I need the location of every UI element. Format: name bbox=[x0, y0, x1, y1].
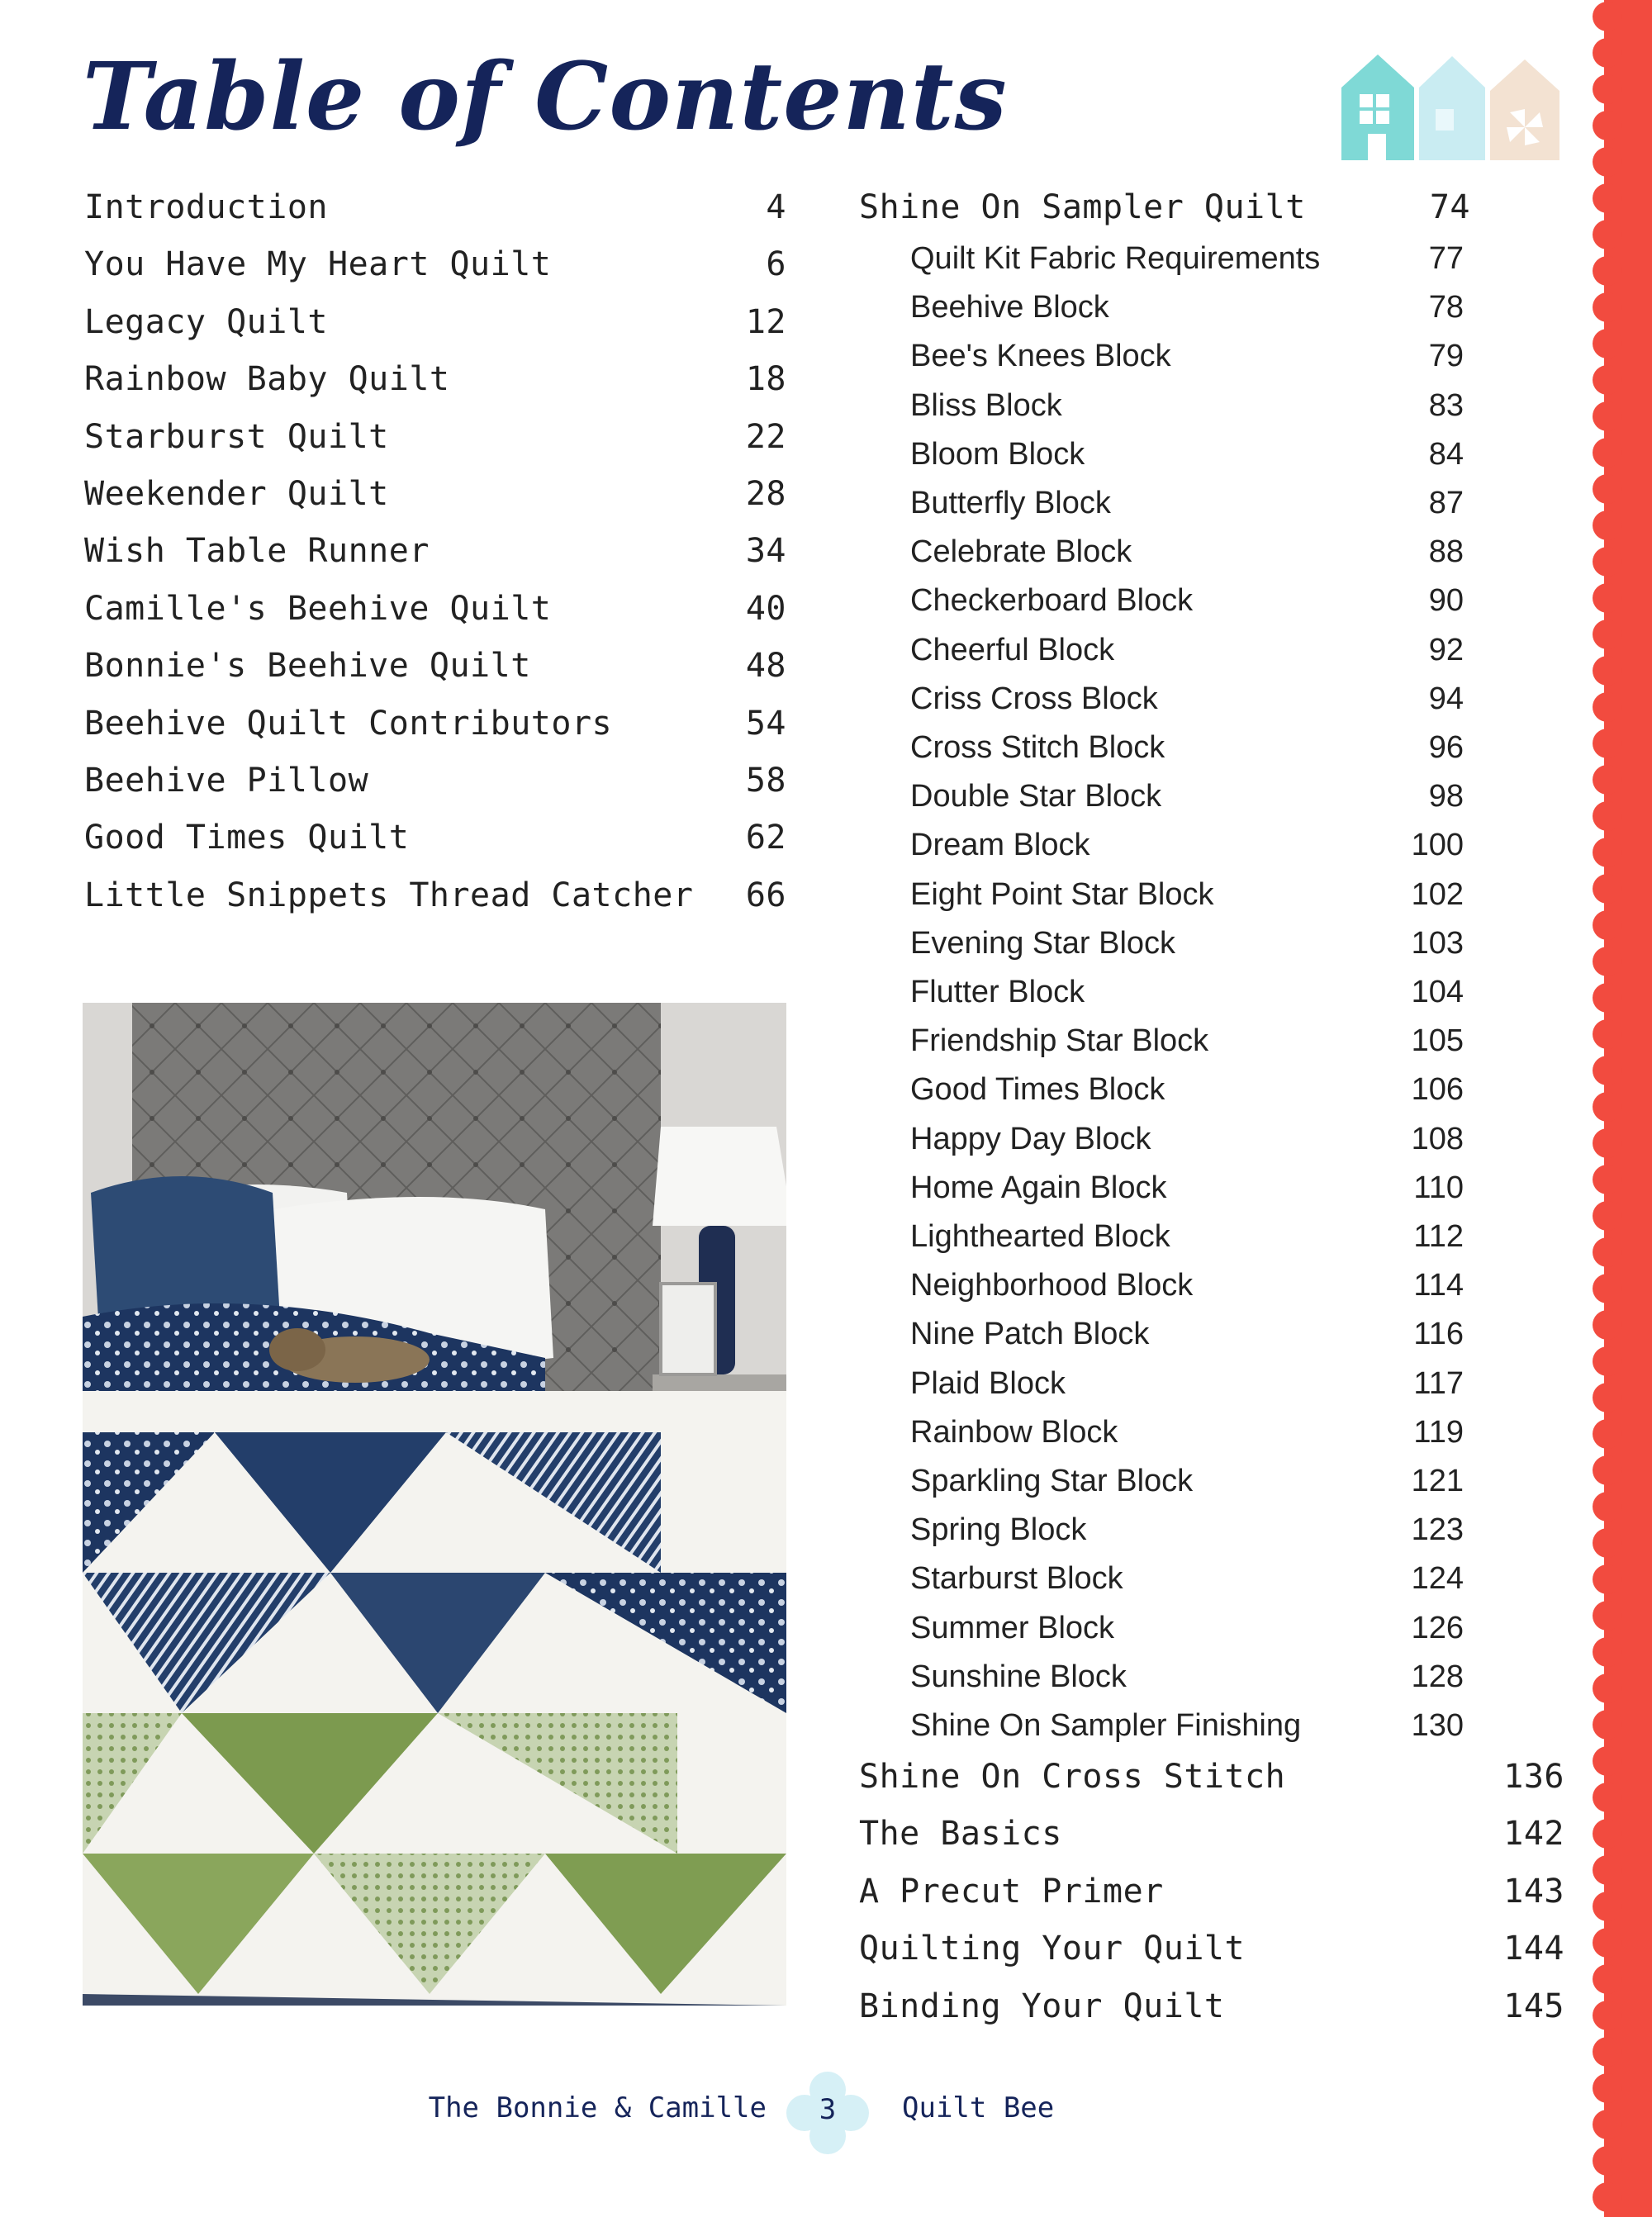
list-item bbox=[84, 762, 786, 808]
list-item bbox=[910, 1268, 1464, 1303]
list-item bbox=[84, 590, 786, 636]
toc-entry-page: 83 bbox=[1428, 387, 1464, 423]
toc-entry-page: 105 bbox=[1411, 1023, 1464, 1059]
toc-entry-label: Bee's Knees Block bbox=[910, 339, 1171, 374]
list-item bbox=[910, 1023, 1464, 1059]
toc-entry-page: 84 bbox=[1428, 436, 1464, 472]
list-item bbox=[84, 532, 786, 578]
toc-entry-label: Weekender Quilt bbox=[84, 475, 389, 513]
toc-entry-label: Quilting Your Quilt bbox=[859, 1930, 1246, 1968]
list-item bbox=[84, 303, 786, 349]
list-item bbox=[910, 241, 1464, 277]
list-item bbox=[859, 1873, 1564, 1911]
toc-entry-label: Lighthearted Block bbox=[910, 1219, 1170, 1254]
toc-entry-label: Butterfly Block bbox=[910, 486, 1111, 520]
page-footer bbox=[0, 2082, 1593, 2139]
toc-entry-label: Bonnie's Beehive Quilt bbox=[84, 647, 531, 686]
toc-entry-page: 119 bbox=[1413, 1414, 1464, 1450]
list-item bbox=[859, 1815, 1564, 1853]
list-item bbox=[910, 583, 1464, 619]
toc-entry-label: Dream Block bbox=[910, 828, 1090, 863]
toc-entry-page: 12 bbox=[745, 302, 786, 341]
toc-entry-label: Eight Point Star Block bbox=[910, 876, 1214, 912]
list-item bbox=[910, 779, 1464, 814]
list-item bbox=[910, 1170, 1464, 1206]
toc-entry-label: Spring Block bbox=[910, 1512, 1087, 1548]
toc-entry-label: Starburst Block bbox=[910, 1561, 1123, 1597]
toc-entry-page: 98 bbox=[1428, 779, 1464, 814]
toc-entry-page: 117 bbox=[1413, 1365, 1464, 1401]
toc-entry-label: Flutter Block bbox=[910, 975, 1085, 1009]
list-item bbox=[910, 1659, 1464, 1695]
toc-entry-page: 136 bbox=[1503, 1758, 1564, 1796]
toc-entry-label: Cross Stitch Block bbox=[910, 730, 1165, 765]
toc-entry-label: Evening Star Block bbox=[910, 925, 1176, 961]
toc-entry-label: Rainbow Baby Quilt bbox=[84, 360, 450, 399]
list-item bbox=[859, 1758, 1564, 1796]
list-item bbox=[910, 1561, 1464, 1597]
toc-entry-label: Summer Block bbox=[910, 1610, 1115, 1645]
toc-entry-page: 92 bbox=[1428, 632, 1464, 667]
toc-entry-page: 87 bbox=[1428, 486, 1464, 520]
list-item bbox=[910, 730, 1464, 766]
toc-entry-page: 144 bbox=[1503, 1930, 1564, 1968]
list-item bbox=[910, 1317, 1464, 1352]
toc-entry-label: Binding Your Quilt bbox=[859, 1987, 1225, 2025]
toc-entry-page: 6 bbox=[766, 245, 786, 284]
list-item bbox=[910, 926, 1464, 961]
list-item bbox=[84, 647, 786, 693]
list-item bbox=[910, 1611, 1464, 1646]
list-item bbox=[910, 388, 1464, 424]
toc-entry-page: 123 bbox=[1411, 1512, 1464, 1548]
toc-entry-label: The Basics bbox=[859, 1815, 1062, 1854]
toc-entry-label: Wish Table Runner bbox=[84, 532, 430, 571]
toc-entry-label: Bloom Block bbox=[910, 436, 1085, 472]
toc-entry-page: 77 bbox=[1428, 241, 1464, 276]
list-item bbox=[84, 245, 786, 292]
toc-entry-label: Checkerboard Block bbox=[910, 583, 1194, 619]
list-item bbox=[910, 486, 1464, 521]
toc-entry-label: Legacy Quilt bbox=[84, 302, 328, 341]
list-item bbox=[859, 1930, 1564, 1968]
toc-entry-page: 90 bbox=[1428, 583, 1464, 619]
list-item bbox=[910, 1122, 1464, 1157]
footer-book-title-left: The Bonnie & Camille bbox=[428, 2091, 767, 2124]
toc-entry-label: Double Star Block bbox=[910, 779, 1162, 814]
list-item bbox=[84, 876, 786, 923]
toc-entry-label: Beehive Block bbox=[910, 290, 1109, 325]
toc-entry-label: Bliss Block bbox=[910, 387, 1062, 423]
list-item bbox=[84, 705, 786, 751]
list-item bbox=[910, 633, 1464, 668]
toc-entry-page: 121 bbox=[1411, 1464, 1464, 1498]
list-item bbox=[910, 877, 1464, 913]
toc-entry-page: 54 bbox=[745, 704, 786, 743]
list-item bbox=[910, 1512, 1464, 1548]
list-item bbox=[84, 418, 786, 464]
toc-entry-page: 130 bbox=[1411, 1708, 1464, 1743]
toc-entry-page: 112 bbox=[1413, 1219, 1464, 1254]
list-item bbox=[84, 360, 786, 406]
list-item bbox=[910, 1366, 1464, 1402]
toc-entry-page: 18 bbox=[745, 360, 786, 399]
toc-entry-page: 143 bbox=[1503, 1872, 1564, 1911]
toc-entry-page: 103 bbox=[1411, 925, 1464, 961]
toc-entry-label: Nine Patch Block bbox=[910, 1317, 1150, 1352]
toc-entry-label: A Precut Primer bbox=[859, 1872, 1164, 1911]
toc-entry-page: 88 bbox=[1428, 534, 1464, 570]
list-item bbox=[910, 290, 1464, 325]
toc-entry-label: Shine On Cross Stitch bbox=[859, 1758, 1286, 1796]
toc-entry-label: Good Times Quilt bbox=[84, 819, 410, 857]
toc-entry-page: 128 bbox=[1411, 1659, 1464, 1694]
toc-entry-label: Friendship Star Block bbox=[910, 1023, 1209, 1059]
toc-entry-page: 108 bbox=[1411, 1121, 1464, 1156]
houses-icon bbox=[1336, 51, 1568, 160]
toc-entry-page: 126 bbox=[1411, 1610, 1464, 1645]
list-item bbox=[910, 339, 1464, 374]
toc-entry-label: Happy Day Block bbox=[910, 1121, 1151, 1156]
toc-entry-page: 104 bbox=[1411, 975, 1464, 1009]
list-item bbox=[910, 1415, 1464, 1450]
toc-entry-page: 28 bbox=[745, 475, 786, 513]
list-item bbox=[84, 188, 786, 235]
list-item bbox=[910, 1072, 1464, 1108]
list-item bbox=[910, 828, 1464, 863]
toc-entry-page: 78 bbox=[1428, 290, 1464, 325]
list-item bbox=[910, 681, 1464, 717]
toc-entry-label: Sparkling Star Block bbox=[910, 1464, 1194, 1498]
list-item bbox=[910, 1464, 1464, 1499]
toc-entry-page: 145 bbox=[1503, 1987, 1564, 2025]
toc-entry-label: Little Snippets Thread Catcher bbox=[84, 876, 694, 914]
toc-entry-label: Camille's Beehive Quilt bbox=[84, 589, 552, 628]
list-item bbox=[859, 1987, 1564, 2025]
toc-entry-label: Criss Cross Block bbox=[910, 681, 1158, 716]
toc-entry-label: Cheerful Block bbox=[910, 632, 1115, 667]
toc-entry-label: Good Times Block bbox=[910, 1072, 1165, 1108]
toc-entry-label: Home Again Block bbox=[910, 1170, 1167, 1205]
page-title: Table of Contents bbox=[83, 43, 1008, 151]
list-item bbox=[859, 188, 1470, 226]
toc-entry-page: 58 bbox=[745, 762, 786, 800]
toc-entry-label: Quilt Kit Fabric Requirements bbox=[910, 241, 1321, 276]
toc-entry-page: 116 bbox=[1413, 1317, 1464, 1352]
toc-entry-label: Starburst Quilt bbox=[84, 417, 389, 456]
list-item bbox=[84, 819, 786, 865]
list-item bbox=[910, 534, 1464, 570]
toc-entry-page: 22 bbox=[745, 417, 786, 456]
toc-entry-label: Plaid Block bbox=[910, 1365, 1066, 1401]
list-item bbox=[910, 1219, 1464, 1255]
list-item bbox=[84, 475, 786, 521]
scalloped-border bbox=[1593, 0, 1652, 2217]
toc-entry-page: 48 bbox=[745, 647, 786, 686]
footer-book-title-right: Quilt Bee bbox=[902, 2091, 1055, 2124]
toc-entry-label: Celebrate Block bbox=[910, 534, 1132, 570]
list-item bbox=[910, 1708, 1464, 1744]
toc-entry-page: 79 bbox=[1428, 339, 1464, 374]
toc-entry-page: 114 bbox=[1413, 1268, 1464, 1303]
toc-entry-label: Shine On Sampler Finishing bbox=[910, 1708, 1302, 1743]
toc-entry-page: 94 bbox=[1428, 681, 1464, 716]
toc-entry-label: Shine On Sampler Quilt bbox=[859, 188, 1306, 226]
list-item bbox=[910, 437, 1464, 472]
toc-entry-page: 62 bbox=[745, 819, 786, 857]
toc-entry-label: Rainbow Block bbox=[910, 1414, 1118, 1450]
list-item bbox=[910, 975, 1464, 1010]
toc-entry-label: Beehive Quilt Contributors bbox=[84, 704, 613, 743]
toc-entry-page: 142 bbox=[1503, 1815, 1564, 1854]
toc-entry-page: 34 bbox=[745, 532, 786, 571]
toc-entry-page: 102 bbox=[1411, 876, 1464, 912]
quilt-photo bbox=[83, 1003, 786, 2006]
page-number: 3 bbox=[819, 2093, 837, 2126]
toc-entry-page: 106 bbox=[1411, 1072, 1464, 1108]
toc-entry-page: 100 bbox=[1411, 828, 1464, 863]
toc-entry-page: 40 bbox=[745, 589, 786, 628]
toc-entry-page: 124 bbox=[1411, 1561, 1464, 1597]
toc-entry-page: 74 bbox=[1429, 188, 1470, 226]
toc-entry-page: 66 bbox=[745, 876, 786, 914]
toc-entry-label: You Have My Heart Quilt bbox=[84, 245, 552, 284]
toc-entry-label: Beehive Pillow bbox=[84, 762, 369, 800]
toc-entry-page: 4 bbox=[766, 188, 786, 226]
toc-entry-label: Neighborhood Block bbox=[910, 1268, 1194, 1303]
toc-entry-label: Introduction bbox=[84, 188, 328, 226]
toc-entry-page: 96 bbox=[1428, 730, 1464, 765]
toc-entry-page: 110 bbox=[1413, 1170, 1464, 1205]
toc-entry-label: Sunshine Block bbox=[910, 1659, 1127, 1694]
